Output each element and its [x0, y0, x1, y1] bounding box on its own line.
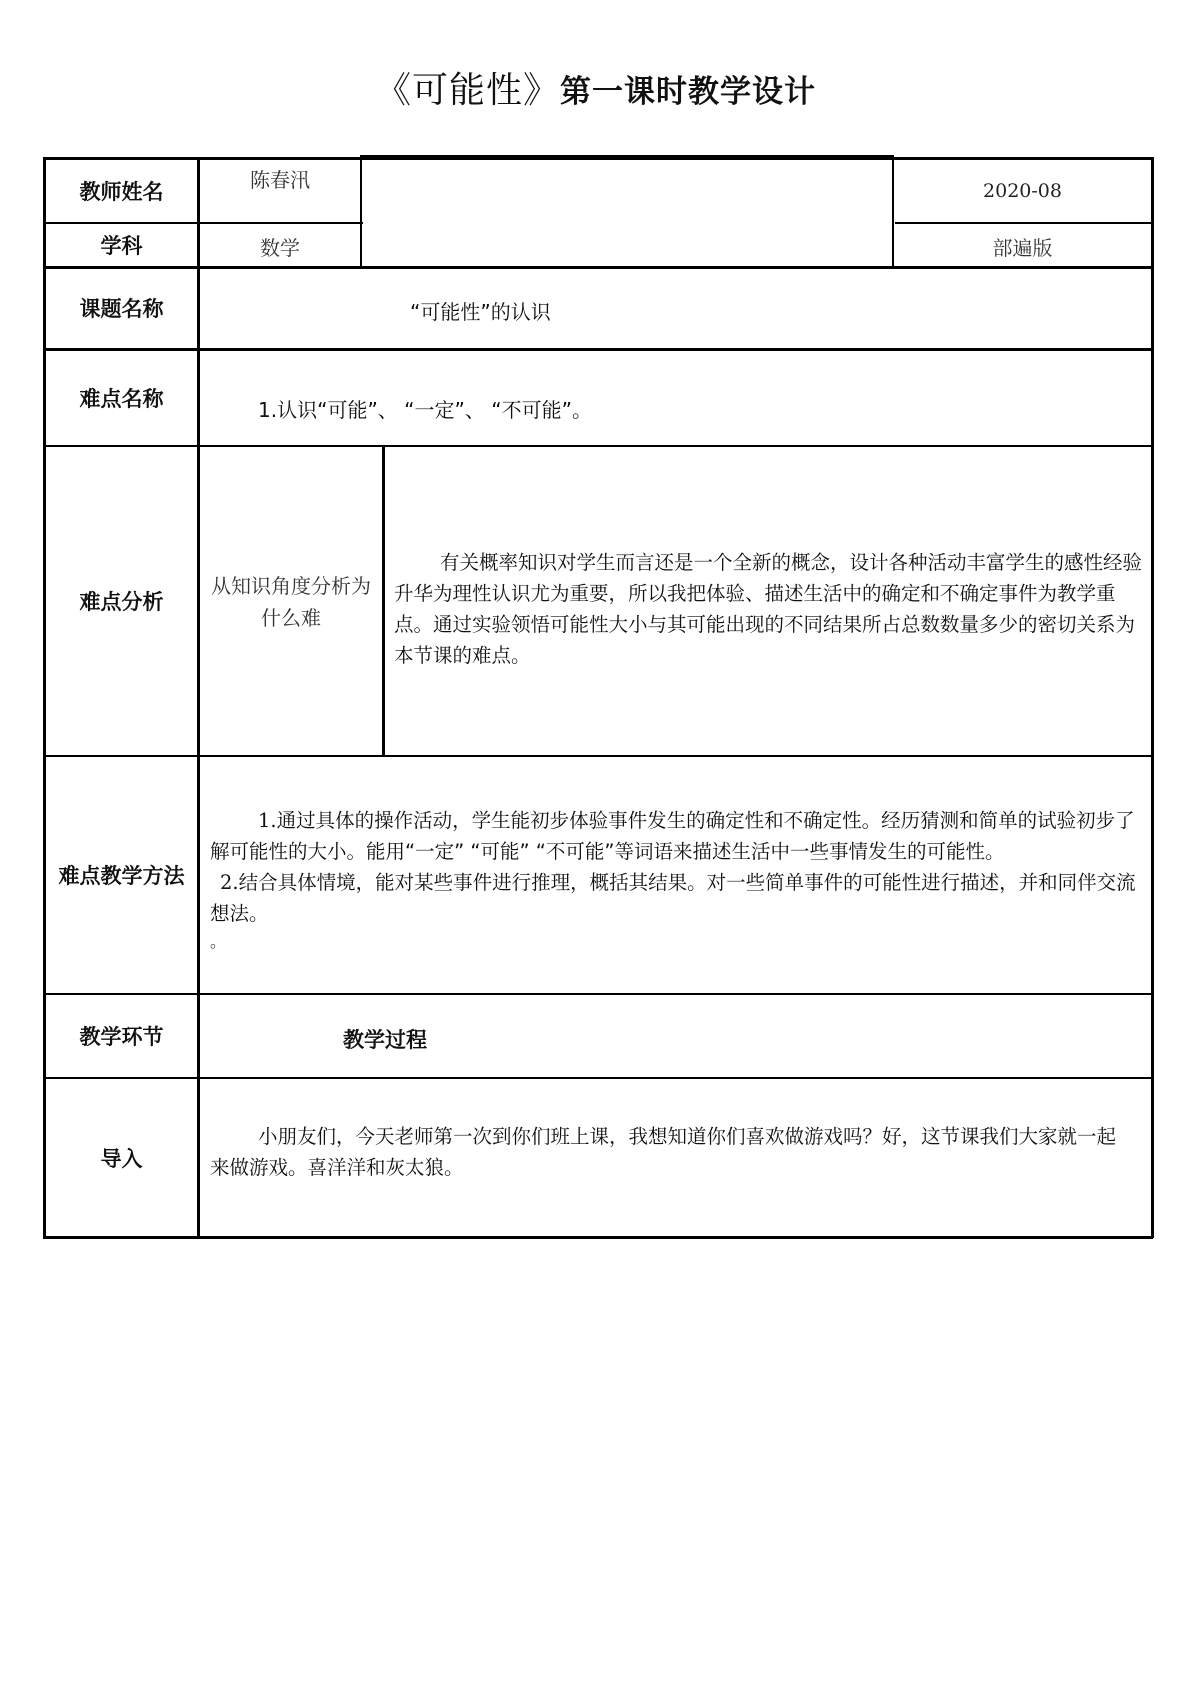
merged-box-border	[361, 155, 894, 157]
process-header-value: 教学过程	[343, 1028, 427, 1052]
table-divider	[43, 993, 1153, 995]
difficulty-value: 1.认识“可能”、 “一定”、 “不可能”。	[258, 398, 592, 422]
method-item-2-text: 结合具体情境，能对某些事件进行推理，概括其结果。对一些简单事件的可能性进行描述，并和同伴交流想法。	[210, 871, 1136, 925]
teacher-name-value: 陈春汛	[250, 168, 310, 192]
method-item-2	[210, 867, 1148, 929]
method-item-1-text: 通过具体的操作活动，学生能初步体验事件发生的确定性和不确定性。经历猜测和简单的试验初步了解可能性的大小。能用“一定” “可能” “不可能”等词语来描述生活中一些事情发生的可能性。	[210, 809, 1135, 863]
analysis-text: 有关概率知识对学生而言还是一个全新的概念，设计各种活动丰富学生的感性经验升华为理性认识尤为重要，所以我把体验、描述生活中的确定和不确定事件为教学重点。通过实验领悟可能性大小与其可能出现的不同结果所占总数数量多少的密切关系为本节课的难点。	[394, 551, 1143, 667]
subject-label: 学科	[100, 234, 143, 258]
method-item-1-number: 1.	[258, 809, 277, 832]
table-border-right	[1151, 157, 1154, 1238]
label-column-divider	[197, 157, 200, 1238]
table-divider	[43, 755, 1153, 757]
intro-label: 导入	[100, 1146, 143, 1171]
table-border-top	[43, 157, 1153, 160]
teacher-name-label: 教师姓名	[79, 180, 164, 204]
method-label: 难点教学方法	[58, 864, 185, 888]
title-close-bracket: 》	[523, 70, 561, 111]
method-item-1	[210, 805, 1148, 867]
merged-box-left	[360, 155, 362, 269]
analysis-column-divider	[382, 445, 385, 756]
method-item-2-number: 2.	[220, 871, 239, 894]
title-open-bracket: 《	[374, 70, 412, 111]
edition-value: 部遍版	[992, 236, 1053, 260]
title-topic: 可能性	[411, 70, 523, 111]
table-divider	[43, 1077, 1153, 1079]
method-trailing-mark: 。	[210, 932, 227, 951]
date-value: 2020-08	[983, 180, 1062, 202]
table-divider	[43, 348, 1153, 351]
method-text	[210, 805, 1148, 955]
analysis-label: 难点分析	[79, 590, 164, 614]
subject-value: 数学	[260, 236, 300, 260]
analysis-sub-label: 从知识角度分析为什么难	[211, 574, 371, 630]
title-rest: 第一课时教学设计	[560, 74, 817, 110]
topic-value: “可能性”的认识	[410, 300, 551, 324]
table-border-bottom	[43, 1236, 1153, 1239]
topic-label: 课题名称	[79, 297, 164, 321]
process-stage-label: 教学环节	[79, 1025, 164, 1049]
table-divider	[895, 222, 1153, 224]
difficulty-label: 难点名称	[79, 386, 164, 411]
table-divider	[43, 445, 1153, 447]
merged-box-border	[361, 266, 894, 269]
intro-text: 小朋友们，今天老师第一次到你们班上课，我想知道你们喜欢做游戏吗？好，这节课我们大家就一起来做游戏。喜洋洋和灰太狼。	[210, 1125, 1117, 1179]
